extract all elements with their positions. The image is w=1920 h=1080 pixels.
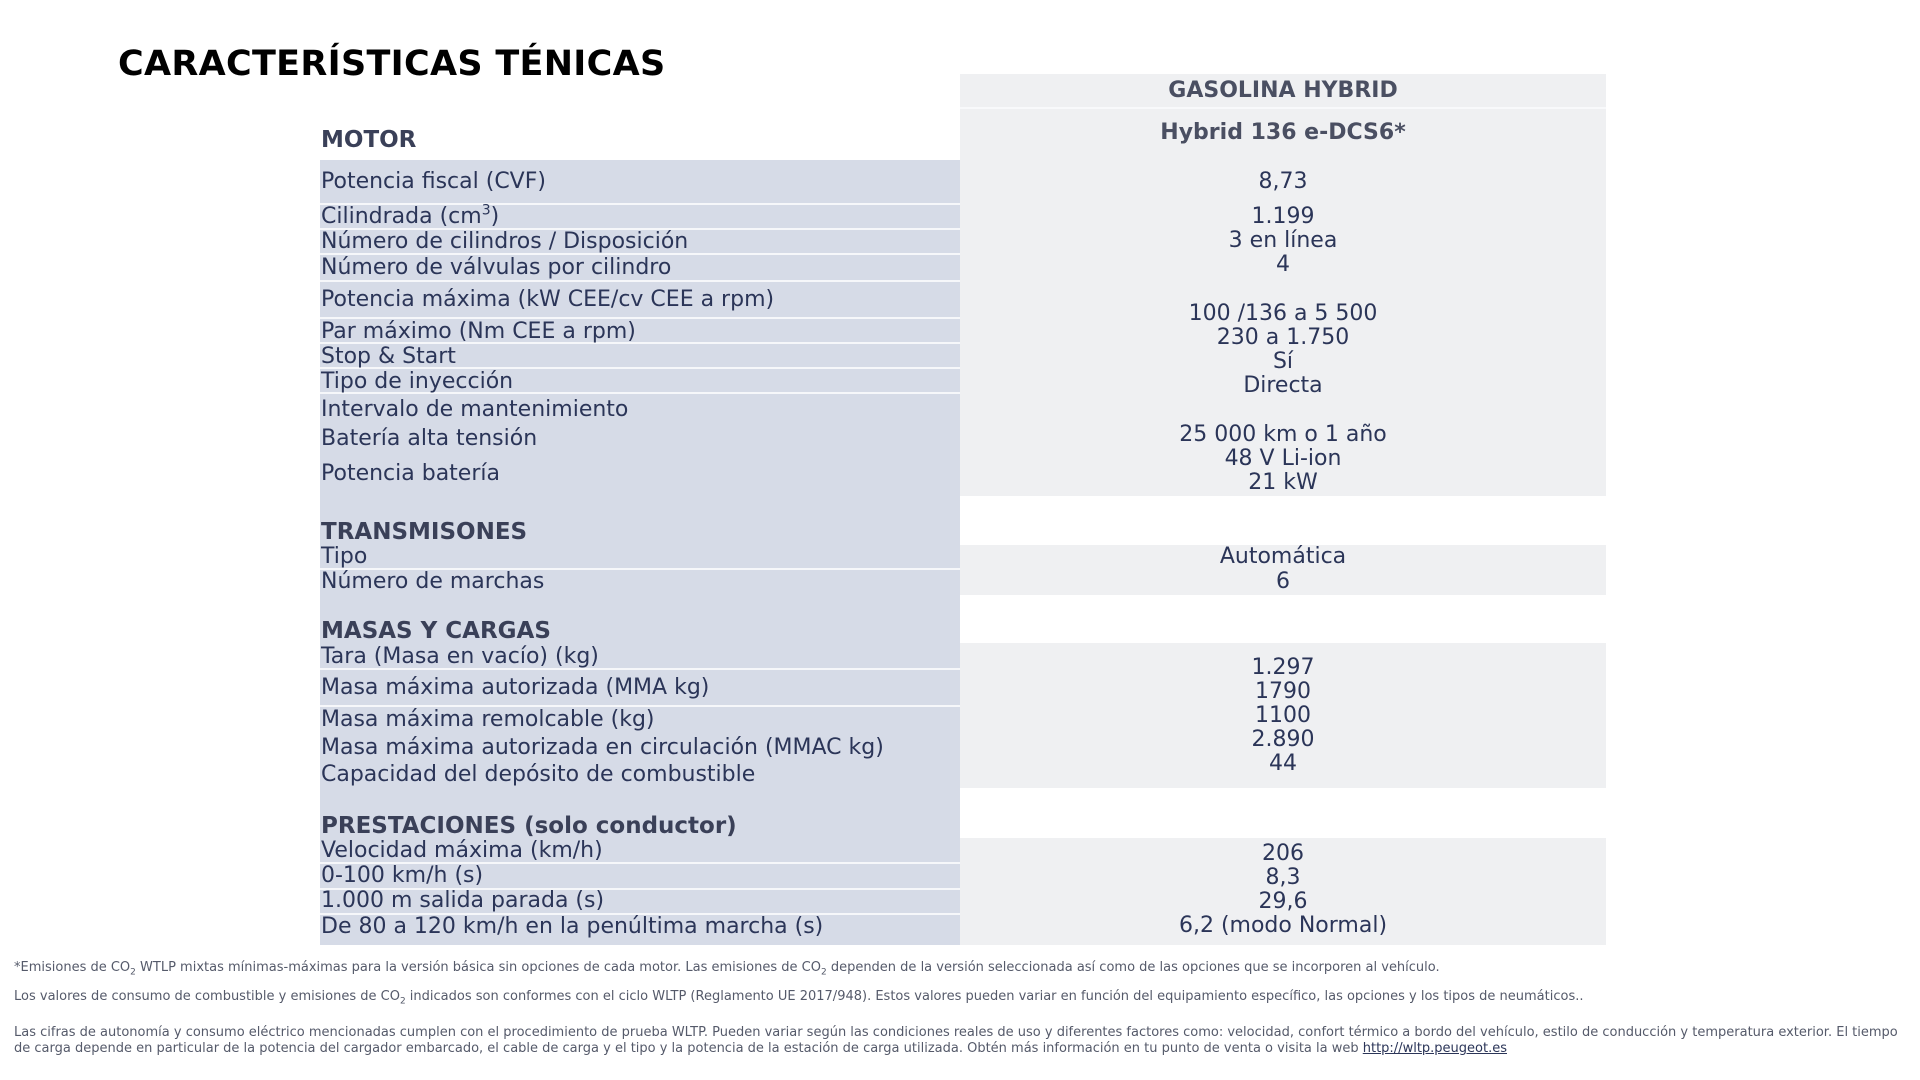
spec-label: Intervalo de mantenimiento [321, 397, 629, 422]
footnote-text: indicados son conformes con el ciclo WLTP (Reglamento UE 2017/948). Estos valores pueden variar en función del equipamiento específico, las opciones y los tipos de neumáticos.. [405, 989, 1584, 1004]
spec-value: 25 000 km o 1 año [1179, 422, 1387, 447]
spec-value: 1.297 [1251, 655, 1315, 680]
spec-label: Batería alta tensión [321, 426, 538, 451]
spec-value: 230 a 1.750 [1216, 325, 1350, 350]
footnote-autonomy [14, 1025, 1906, 1057]
spec-value: 3 en línea [1228, 228, 1338, 253]
spec-value: 6,2 (modo Normal) [1178, 913, 1388, 938]
header-divider [960, 107, 1606, 109]
spec-value: 1.199 [1251, 204, 1315, 229]
spec-label: Masa máxima autorizada (MMA kg) [321, 675, 710, 700]
spec-label: Potencia máxima (kW CEE/cv CEE a rpm) [321, 287, 775, 312]
spec-value: 1100 [1255, 703, 1311, 728]
fuel-type-header: GASOLINA HYBRID [1168, 78, 1398, 103]
section-title-masas: MASAS Y CARGAS [321, 618, 551, 644]
spec-label-text: ) [490, 204, 500, 229]
spec-label: Tipo de inyección [321, 369, 514, 394]
subscript: 2 [130, 967, 136, 978]
version-header: Hybrid 136 e-DCS6* [1160, 120, 1406, 145]
spec-value: Sí [1272, 349, 1294, 374]
spec-label: Masa máxima remolcable (kg) [321, 707, 655, 732]
spec-value: 48 V Li-ion [1224, 446, 1342, 471]
spec-value: 100 /136 a 5 500 [1188, 301, 1378, 326]
spec-value: Automática [1219, 544, 1347, 569]
spec-value: 2.890 [1251, 727, 1315, 752]
spec-value: Directa [1243, 373, 1323, 398]
spec-label: Stop & Start [321, 344, 456, 369]
spec-label: Capacidad del depósito de combustible [321, 762, 756, 787]
footnote-text: Los valores de consumo de combustible y emisiones de CO [14, 989, 400, 1004]
spec-value: 29,6 [1258, 889, 1308, 914]
spec-label: De 80 a 120 km/h en la penúltima marcha (s) [321, 914, 824, 939]
spec-label-cilindrada [321, 202, 500, 229]
spec-label: Potencia batería [321, 461, 500, 486]
footnote-text: WTLP mixtas mínimas-máximas para la versión básica sin opciones de cada motor. Las emisiones de CO [135, 960, 821, 975]
section-title-motor: MOTOR [321, 127, 417, 153]
row-separator [320, 280, 960, 282]
footnote-emissions [14, 960, 1906, 981]
spec-label: Potencia fiscal (CVF) [321, 169, 546, 194]
section-title-prestaciones: PRESTACIONES (solo conductor) [321, 813, 737, 839]
footnote-wltp [14, 989, 1906, 1010]
spec-label: 0-100 km/h (s) [321, 863, 484, 888]
spec-label: Número de marchas [321, 569, 545, 594]
subscript: 2 [820, 967, 827, 978]
spec-value: 6 [1276, 569, 1290, 594]
spec-label: Tara (Masa en vacío) (kg) [321, 644, 599, 669]
page-title: CARACTERÍSTICAS TÉNICAS [118, 44, 666, 84]
spec-label: Número de cilindros / Disposición [321, 229, 689, 254]
section-title-transmisiones: TRANSMISONES [321, 519, 528, 545]
spec-label: Masa máxima autorizada en circulación (MMAC kg) [321, 735, 884, 760]
spec-value: 44 [1269, 751, 1297, 776]
spec-label: Velocidad máxima (km/h) [321, 838, 603, 863]
subscript: 2 [399, 996, 406, 1007]
spec-label-text: Cilindrada (cm [321, 204, 482, 229]
spec-value: 4 [1276, 252, 1290, 277]
spec-value: 21 kW [1248, 470, 1318, 495]
spec-value: 8,73 [1258, 169, 1308, 194]
footnote-text: Las cifras de autonomía y consumo eléctrico mencionadas cumplen con el procedimiento de prueba WLTP. Pueden variar según las condiciones reales de uso y diferentes factores como: velocidad, confort térmico a bordo del vehículo, estilo de conducción y temperatura exterior. El tiempo de carga depende en particular de la potencia del cargador embarcado, el cable de carga y el tipo y la potencia de la estación de carga utilizada. Obtén más información en tu punto de venta o visita la web [14, 1025, 1898, 1056]
footnote-text: dependen de la versión seleccionada así como de las opciones que se incorporen al vehículo. [826, 960, 1440, 975]
wltp-link[interactable]: http://wltp.peugeot.es [1362, 1041, 1507, 1056]
superscript: 3 [481, 202, 491, 219]
spec-value: 206 [1262, 841, 1304, 866]
footnote-text: *Emisiones de CO [14, 960, 131, 975]
spec-value: 8,3 [1265, 865, 1301, 890]
spec-label: Número de válvulas por cilindro [321, 255, 672, 280]
spec-value: 1790 [1255, 679, 1311, 704]
spec-label: Par máximo (Nm CEE a rpm) [321, 319, 636, 344]
spec-label: 1.000 m salida parada (s) [321, 888, 605, 913]
spec-label: Tipo [321, 544, 368, 569]
